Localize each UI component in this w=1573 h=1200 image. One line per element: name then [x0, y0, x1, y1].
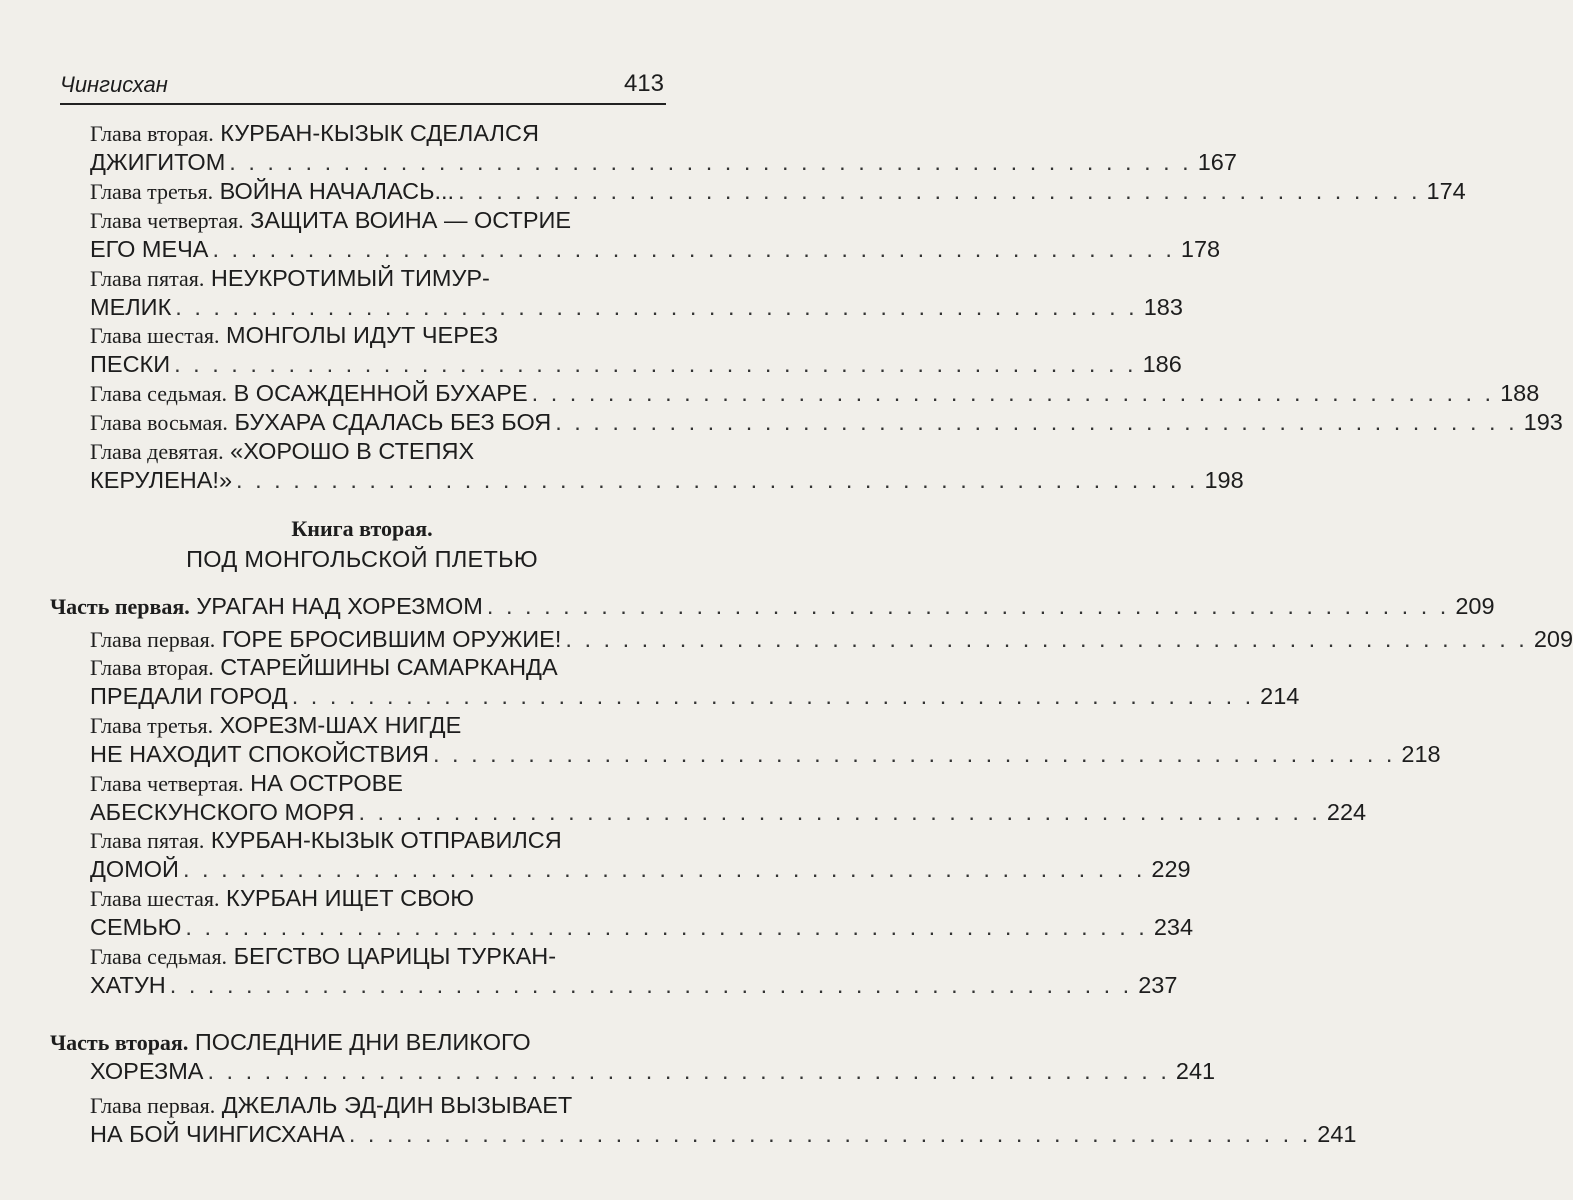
page-number: 413	[623, 70, 664, 97]
toc-part-line	[90, 1054, 1216, 1088]
chapter-page-number: 218	[1401, 741, 1441, 767]
part-title: ПОСЛЕДНИЕ ДНИ ВЕЛИКОГО	[194, 1029, 531, 1055]
part-prefix: Часть первая.	[50, 594, 190, 619]
chapter-title: ВОЙНА НАЧАЛАСЬ...	[219, 178, 455, 204]
chapter-title: СТАРЕЙШИНЫ САМАРКАНДА	[220, 654, 558, 680]
chapter-prefix: Глава третья.	[90, 713, 214, 738]
dot-leader: . . . . . . . . . . . . . . . . . . . . . . . . . . . . . . . . . . . . . . . . . . . . . . . . . . .	[432, 741, 1396, 767]
chapter-title: КУРБАН-КЫЗЫК СДЕЛАЛСЯ	[220, 120, 539, 146]
chapter-page-number: 224	[1326, 799, 1367, 825]
chapter-page-number: 209	[1533, 626, 1573, 652]
chapter-title-continued: ДЖИГИТОМ	[90, 149, 226, 175]
chapter-title-continued: НЕ НАХОДИТ СПОКОЙСТВИЯ	[90, 741, 429, 767]
chapter-prefix: Глава первая.	[90, 1093, 216, 1118]
dot-leader: . . . . . . . . . . . . . . . . . . . . . . . . . . . . . . . . . . . . . . . . . . . . . . . . . . .	[486, 593, 1450, 619]
chapter-prefix: Глава вторая.	[90, 121, 214, 146]
chapter-title-continued: АБЕСКУНСКОГО МОРЯ	[90, 799, 355, 825]
dot-leader: . . . . . . . . . . . . . . . . . . . . . . . . . . . . . . . . . . . . . . . . . . . . . . . . . . .	[207, 1058, 1170, 1084]
chapter-title-continued: ПЕСКИ	[90, 351, 171, 377]
chapter-title: «ХОРОШО В СТЕПЯХ	[230, 438, 475, 464]
chapter-title: ХОРЕЗМ-ШАХ НИГДЕ	[219, 712, 462, 738]
running-title: Чингисхан	[60, 72, 168, 97]
chapter-title-continued: МЕЛИК	[90, 294, 172, 320]
chapter-page-number: 241	[1317, 1121, 1357, 1147]
chapter-prefix: Глава седьмая.	[90, 381, 228, 406]
chapter-title-continued: ЕГО МЕЧА	[90, 236, 209, 262]
dot-leader: . . . . . . . . . . . . . . . . . . . . . . . . . . . . . . . . . . . . . . . . . . . . . . . . . . .	[182, 856, 1146, 882]
chapter-title-continued: СЕМЬЮ	[90, 914, 182, 940]
chapter-prefix: Глава шестая.	[90, 323, 220, 348]
chapter-title: ДЖЕЛАЛЬ ЭД-ДИН ВЫЗЫВАЕТ	[221, 1092, 573, 1118]
chapter-prefix: Глава восьмая.	[90, 410, 228, 435]
chapter-prefix: Глава седьмая.	[90, 944, 228, 969]
page-header	[60, 68, 666, 104]
chapter-title: КУРБАН-КЫЗЫК ОТПРАВИЛСЯ	[210, 827, 562, 853]
dot-leader: . . . . . . . . . . . . . . . . . . . . . . . . . . . . . . . . . . . . . . . . . . . . . . . . . . .	[229, 149, 1192, 175]
part-page-number: 209	[1455, 593, 1495, 619]
part-prefix: Часть вторая.	[50, 1030, 189, 1055]
chapter-title: ГОРЕ БРОСИВШИМ ОРУЖИЕ!	[221, 626, 562, 652]
chapter-page-number: 237	[1138, 972, 1178, 998]
chapter-page-number: 193	[1523, 409, 1563, 435]
dot-leader: . . . . . . . . . . . . . . . . . . . . . . . . . . . . . . . . . . . . . . . . . . . . . . . . . . .	[348, 1121, 1312, 1147]
chapter-title: НА ОСТРОВЕ	[250, 770, 403, 796]
dot-leader: . . . . . . . . . . . . . . . . . . . . . . . . . . . . . . . . . . . . . . . . . . . . . . . . . . .	[236, 467, 1199, 493]
chapter-page-number: 167	[1197, 149, 1237, 175]
chapter-page-number: 188	[1500, 380, 1540, 406]
dot-leader: . . . . . . . . . . . . . . . . . . . . . . . . . . . . . . . . . . . . . . . . . . . . . . . . . . .	[175, 294, 1138, 320]
part-line-text	[50, 589, 483, 624]
chapter-title: НЕУКРОТИМЫЙ ТИМУР-	[210, 265, 490, 291]
dot-leader: . . . . . . . . . . . . . . . . . . . . . . . . . . . . . . . . . . . . . . . . . . . . . . . . . . .	[458, 178, 1421, 204]
chapter-prefix: Глава шестая.	[90, 886, 220, 911]
chapter-title: МОНГОЛЫ ИДУТ ЧЕРЕЗ	[226, 322, 499, 348]
dot-leader: . . . . . . . . . . . . . . . . . . . . . . . . . . . . . . . . . . . . . . . . . . . . . . . . . . .	[555, 409, 1518, 435]
dot-leader: . . . . . . . . . . . . . . . . . . . . . . . . . . . . . . . . . . . . . . . . . . . . . . . . . . .	[212, 236, 1175, 262]
chapter-page-number: 178	[1180, 236, 1221, 262]
chapter-prefix: Глава четвертая.	[90, 771, 244, 796]
chapter-title-continued: КЕРУЛЕНА!»	[90, 467, 233, 493]
dot-leader: . . . . . . . . . . . . . . . . . . . . . . . . . . . . . . . . . . . . . . . . . . . . . . . . . . .	[185, 914, 1148, 940]
dot-leader: . . . . . . . . . . . . . . . . . . . . . . . . . . . . . . . . . . . . . . . . . . . . . . . . . . .	[174, 351, 1137, 377]
chapter-title: ЗАЩИТА ВОИНА — ОСТРИЕ	[250, 207, 572, 233]
chapter-prefix: Глава третья.	[90, 179, 214, 204]
toc-entry-line	[90, 463, 1244, 497]
chapter-page-number: 183	[1143, 294, 1183, 320]
dot-leader: . . . . . . . . . . . . . . . . . . . . . . . . . . . . . . . . . . . . . . . . . . . . . . . . . . .	[358, 799, 1321, 825]
chapter-title-continued: ПРЕДАЛИ ГОРОД	[90, 683, 288, 709]
toc-part-line	[50, 589, 1495, 623]
chapter-title-continued: НА БОЙ ЧИНГИСХАНА	[90, 1121, 345, 1147]
part-title-continued: ХОРЕЗМА	[90, 1058, 204, 1084]
header-rule	[60, 103, 666, 105]
chapter-title: БУХАРА СДАЛАСЬ БЕЗ БОЯ	[234, 409, 552, 435]
dot-leader: . . . . . . . . . . . . . . . . . . . . . . . . . . . . . . . . . . . . . . . . . . . . . . . . . . .	[531, 380, 1495, 406]
chapter-page-number: 198	[1204, 467, 1244, 493]
chapter-prefix: Глава девятая.	[90, 439, 224, 464]
chapter-prefix: Глава пятая.	[90, 266, 205, 291]
book-label: Книга вторая.	[291, 516, 433, 541]
chapter-prefix: Глава четвертая.	[90, 208, 244, 233]
chapter-prefix: Глава первая.	[90, 627, 216, 652]
chapter-title: БЕГСТВО ЦАРИЦЫ ТУРКАН-	[233, 943, 557, 969]
chapter-title: В ОСАЖДЕННОЙ БУХАРЕ	[233, 380, 528, 406]
dot-leader: . . . . . . . . . . . . . . . . . . . . . . . . . . . . . . . . . . . . . . . . . . . . . . . . . . .	[169, 972, 1133, 998]
chapter-title-continued: ХАТУН	[90, 972, 166, 998]
part-title: УРАГАН НАД ХОРЕЗМОМ	[196, 593, 483, 619]
dot-leader: . . . . . . . . . . . . . . . . . . . . . . . . . . . . . . . . . . . . . . . . . . . . . . . . . . .	[291, 683, 1255, 709]
dot-leader: . . . . . . . . . . . . . . . . . . . . . . . . . . . . . . . . . . . . . . . . . . . . . . . . . . .	[565, 626, 1528, 652]
book-title: ПОД МОНГОЛЬСКОЙ ПЛЕТЬЮ	[186, 546, 538, 572]
part-page-number: 241	[1175, 1058, 1216, 1084]
chapter-title-continued: ДОМОЙ	[90, 856, 179, 882]
chapter-page-number: 186	[1142, 351, 1182, 377]
chapter-page-number: 174	[1426, 178, 1466, 204]
chapter-title: КУРБАН ИЩЕТ СВОЮ	[226, 885, 475, 911]
chapter-page-number: 234	[1153, 914, 1194, 940]
chapter-prefix: Глава пятая.	[90, 828, 205, 853]
toc-entry-line	[90, 1117, 1357, 1151]
chapter-page-number: 214	[1260, 683, 1300, 709]
chapter-prefix: Глава вторая.	[90, 655, 214, 680]
toc-entry-line	[90, 968, 1178, 1002]
chapter-page-number: 229	[1151, 856, 1191, 882]
